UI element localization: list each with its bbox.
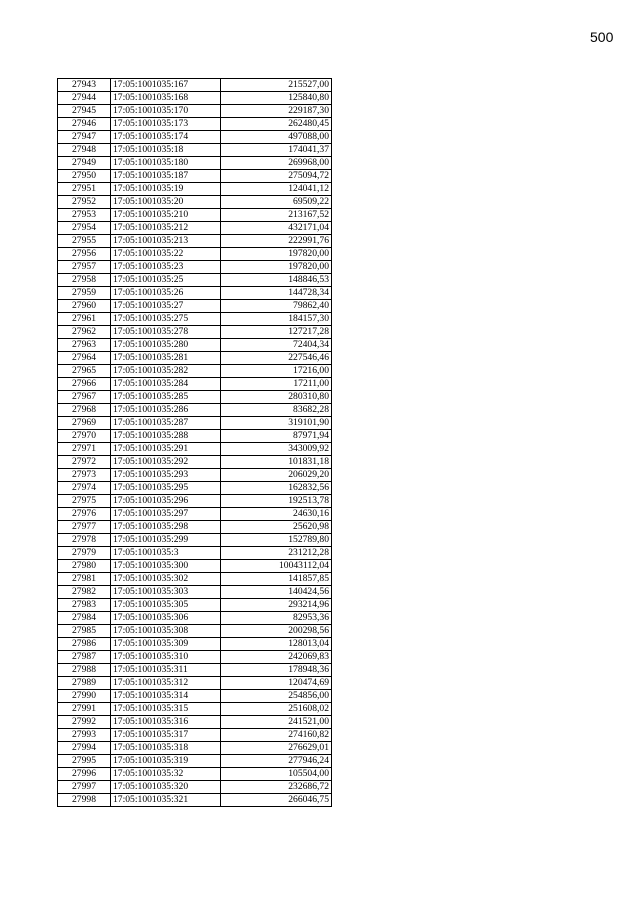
cadastral-number-cell: 17:05:1001035:297 [111, 508, 221, 521]
cadastral-number-cell: 17:05:1001035:311 [111, 664, 221, 677]
cadastral-number-cell: 17:05:1001035:168 [111, 92, 221, 105]
amount-cell: 241521,00 [221, 716, 332, 729]
amount-cell: 162832,56 [221, 482, 332, 495]
row-number-cell: 27964 [58, 352, 111, 365]
table-row [58, 638, 332, 651]
cadastral-number-cell: 17:05:1001035:213 [111, 235, 221, 248]
amount-cell: 184157,30 [221, 313, 332, 326]
amount-cell: 251608,02 [221, 703, 332, 716]
row-number-cell: 27976 [58, 508, 111, 521]
table-row [58, 443, 332, 456]
amount-cell: 275094,72 [221, 170, 332, 183]
cadastral-number-cell: 17:05:1001035:174 [111, 131, 221, 144]
table-row [58, 183, 332, 196]
row-number-cell: 27963 [58, 339, 111, 352]
cadastral-number-cell: 17:05:1001035:23 [111, 261, 221, 274]
table-row [58, 222, 332, 235]
amount-cell: 83682,28 [221, 404, 332, 417]
row-number-cell: 27997 [58, 781, 111, 794]
cadastral-number-cell: 17:05:1001035:19 [111, 183, 221, 196]
table-row [58, 313, 332, 326]
cadastral-number-cell: 17:05:1001035:306 [111, 612, 221, 625]
row-number-cell: 27993 [58, 729, 111, 742]
amount-cell: 319101,90 [221, 417, 332, 430]
table-row [58, 300, 332, 313]
row-number-cell: 27983 [58, 599, 111, 612]
amount-cell: 79862,40 [221, 300, 332, 313]
amount-cell: 124041,12 [221, 183, 332, 196]
amount-cell: 206029,20 [221, 469, 332, 482]
row-number-cell: 27996 [58, 768, 111, 781]
table-row [58, 742, 332, 755]
table-row [58, 209, 332, 222]
cadastral-number-cell: 17:05:1001035:210 [111, 209, 221, 222]
table-row [58, 755, 332, 768]
amount-cell: 262480,45 [221, 118, 332, 131]
row-number-cell: 27943 [58, 79, 111, 92]
row-number-cell: 27944 [58, 92, 111, 105]
row-number-cell: 27949 [58, 157, 111, 170]
amount-cell: 293214,96 [221, 599, 332, 612]
table-row [58, 768, 332, 781]
row-number-cell: 27981 [58, 573, 111, 586]
amount-cell: 254856,00 [221, 690, 332, 703]
cadastral-number-cell: 17:05:1001035:300 [111, 560, 221, 573]
table-row [58, 378, 332, 391]
row-number-cell: 27973 [58, 469, 111, 482]
row-number-cell: 27948 [58, 144, 111, 157]
amount-cell: 10043112,04 [221, 560, 332, 573]
table-row [58, 170, 332, 183]
row-number-cell: 27959 [58, 287, 111, 300]
row-number-cell: 27970 [58, 430, 111, 443]
row-number-cell: 27958 [58, 274, 111, 287]
table-row [58, 482, 332, 495]
table-row [58, 469, 332, 482]
cadastral-number-cell: 17:05:1001035:286 [111, 404, 221, 417]
row-number-cell: 27998 [58, 794, 111, 807]
amount-cell: 127217,28 [221, 326, 332, 339]
row-number-cell: 27986 [58, 638, 111, 651]
amount-cell: 432171,04 [221, 222, 332, 235]
amount-cell: 140424,56 [221, 586, 332, 599]
cadastral-number-cell: 17:05:1001035:27 [111, 300, 221, 313]
cadastral-number-cell: 17:05:1001035:302 [111, 573, 221, 586]
table-row [58, 625, 332, 638]
row-number-cell: 27991 [58, 703, 111, 716]
row-number-cell: 27967 [58, 391, 111, 404]
cadastral-number-cell: 17:05:1001035:291 [111, 443, 221, 456]
cadastral-number-cell: 17:05:1001035:305 [111, 599, 221, 612]
amount-cell: 343009,92 [221, 443, 332, 456]
row-number-cell: 27956 [58, 248, 111, 261]
cadastral-number-cell: 17:05:1001035:314 [111, 690, 221, 703]
row-number-cell: 27968 [58, 404, 111, 417]
row-number-cell: 27950 [58, 170, 111, 183]
row-number-cell: 27990 [58, 690, 111, 703]
amount-cell: 120474,69 [221, 677, 332, 690]
row-number-cell: 27953 [58, 209, 111, 222]
row-number-cell: 27977 [58, 521, 111, 534]
table-row [58, 365, 332, 378]
row-number-cell: 27954 [58, 222, 111, 235]
table-row [58, 508, 332, 521]
amount-cell: 229187,30 [221, 105, 332, 118]
cadastral-number-cell: 17:05:1001035:212 [111, 222, 221, 235]
amount-cell: 231212,28 [221, 547, 332, 560]
row-number-cell: 27945 [58, 105, 111, 118]
row-number-cell: 27969 [58, 417, 111, 430]
table-row [58, 456, 332, 469]
row-number-cell: 27971 [58, 443, 111, 456]
table-row [58, 196, 332, 209]
table-row [58, 157, 332, 170]
cadastral-number-cell: 17:05:1001035:3 [111, 547, 221, 560]
row-number-cell: 27946 [58, 118, 111, 131]
cadastral-number-cell: 17:05:1001035:319 [111, 755, 221, 768]
cadastral-number-cell: 17:05:1001035:287 [111, 417, 221, 430]
amount-cell: 69509,22 [221, 196, 332, 209]
table-row [58, 547, 332, 560]
cadastral-number-cell: 17:05:1001035:167 [111, 79, 221, 92]
amount-cell: 213167,52 [221, 209, 332, 222]
table-row [58, 417, 332, 430]
table-row [58, 391, 332, 404]
amount-cell: 269968,00 [221, 157, 332, 170]
amount-cell: 152789,80 [221, 534, 332, 547]
row-number-cell: 27947 [58, 131, 111, 144]
cadastral-number-cell: 17:05:1001035:308 [111, 625, 221, 638]
table-row [58, 144, 332, 157]
cadastral-number-cell: 17:05:1001035:284 [111, 378, 221, 391]
table-row [58, 248, 332, 261]
table-row [58, 404, 332, 417]
row-number-cell: 27982 [58, 586, 111, 599]
amount-cell: 227546,46 [221, 352, 332, 365]
table-row [58, 794, 332, 807]
table-row [58, 274, 332, 287]
page-number: 500 [590, 29, 614, 45]
amount-cell: 125840,80 [221, 92, 332, 105]
cadastral-number-cell: 17:05:1001035:25 [111, 274, 221, 287]
cadastral-number-cell: 17:05:1001035:278 [111, 326, 221, 339]
amount-cell: 197820,00 [221, 261, 332, 274]
table-row [58, 326, 332, 339]
table-row [58, 118, 332, 131]
amount-cell: 215527,00 [221, 79, 332, 92]
amount-cell: 141857,85 [221, 573, 332, 586]
cadastral-number-cell: 17:05:1001035:317 [111, 729, 221, 742]
table-row [58, 495, 332, 508]
cadastral-number-cell: 17:05:1001035:303 [111, 586, 221, 599]
cadastral-number-cell: 17:05:1001035:22 [111, 248, 221, 261]
amount-cell: 101831,18 [221, 456, 332, 469]
table-row [58, 573, 332, 586]
amount-cell: 274160,82 [221, 729, 332, 742]
row-number-cell: 27984 [58, 612, 111, 625]
cadastral-number-cell: 17:05:1001035:173 [111, 118, 221, 131]
cadastral-number-cell: 17:05:1001035:285 [111, 391, 221, 404]
amount-cell: 82953,36 [221, 612, 332, 625]
table-row [58, 92, 332, 105]
amount-cell: 497088,00 [221, 131, 332, 144]
amount-cell: 174041,37 [221, 144, 332, 157]
cadastral-number-cell: 17:05:1001035:282 [111, 365, 221, 378]
cadastral-number-cell: 17:05:1001035:20 [111, 196, 221, 209]
cadastral-number-cell: 17:05:1001035:180 [111, 157, 221, 170]
table-row [58, 716, 332, 729]
row-number-cell: 27966 [58, 378, 111, 391]
amount-cell: 105504,00 [221, 768, 332, 781]
cadastral-number-cell: 17:05:1001035:281 [111, 352, 221, 365]
row-number-cell: 27985 [58, 625, 111, 638]
table-row [58, 105, 332, 118]
cadastral-number-cell: 17:05:1001035:321 [111, 794, 221, 807]
cadastral-number-cell: 17:05:1001035:26 [111, 287, 221, 300]
table-row [58, 534, 332, 547]
cadastral-number-cell: 17:05:1001035:293 [111, 469, 221, 482]
row-number-cell: 27957 [58, 261, 111, 274]
row-number-cell: 27974 [58, 482, 111, 495]
registry-table-body [58, 79, 332, 807]
amount-cell: 17216,00 [221, 365, 332, 378]
amount-cell: 276629,01 [221, 742, 332, 755]
cadastral-number-cell: 17:05:1001035:296 [111, 495, 221, 508]
table-row [58, 599, 332, 612]
cadastral-number-cell: 17:05:1001035:275 [111, 313, 221, 326]
row-number-cell: 27989 [58, 677, 111, 690]
table-row [58, 521, 332, 534]
amount-cell: 280310,80 [221, 391, 332, 404]
row-number-cell: 27960 [58, 300, 111, 313]
amount-cell: 232686,72 [221, 781, 332, 794]
cadastral-number-cell: 17:05:1001035:299 [111, 534, 221, 547]
cadastral-number-cell: 17:05:1001035:312 [111, 677, 221, 690]
table-row [58, 651, 332, 664]
cadastral-number-cell: 17:05:1001035:320 [111, 781, 221, 794]
row-number-cell: 27975 [58, 495, 111, 508]
cadastral-number-cell: 17:05:1001035:316 [111, 716, 221, 729]
table-row [58, 729, 332, 742]
amount-cell: 277946,24 [221, 755, 332, 768]
cadastral-number-cell: 17:05:1001035:309 [111, 638, 221, 651]
table-row [58, 235, 332, 248]
row-number-cell: 27952 [58, 196, 111, 209]
cadastral-number-cell: 17:05:1001035:292 [111, 456, 221, 469]
registry-table [57, 78, 332, 807]
amount-cell: 242069,83 [221, 651, 332, 664]
row-number-cell: 27992 [58, 716, 111, 729]
table-row [58, 79, 332, 92]
cadastral-number-cell: 17:05:1001035:318 [111, 742, 221, 755]
row-number-cell: 27988 [58, 664, 111, 677]
amount-cell: 192513,78 [221, 495, 332, 508]
amount-cell: 144728,34 [221, 287, 332, 300]
table-row [58, 703, 332, 716]
amount-cell: 200298,56 [221, 625, 332, 638]
row-number-cell: 27994 [58, 742, 111, 755]
amount-cell: 178948,36 [221, 664, 332, 677]
cadastral-number-cell: 17:05:1001035:32 [111, 768, 221, 781]
cadastral-number-cell: 17:05:1001035:298 [111, 521, 221, 534]
cadastral-number-cell: 17:05:1001035:187 [111, 170, 221, 183]
amount-cell: 266046,75 [221, 794, 332, 807]
amount-cell: 87971,94 [221, 430, 332, 443]
row-number-cell: 27961 [58, 313, 111, 326]
table-row [58, 261, 332, 274]
table-row [58, 287, 332, 300]
row-number-cell: 27987 [58, 651, 111, 664]
row-number-cell: 27955 [58, 235, 111, 248]
row-number-cell: 27972 [58, 456, 111, 469]
table-row [58, 677, 332, 690]
table-row [58, 430, 332, 443]
amount-cell: 128013,04 [221, 638, 332, 651]
table-row [58, 352, 332, 365]
cadastral-number-cell: 17:05:1001035:280 [111, 339, 221, 352]
table-row [58, 131, 332, 144]
table-row [58, 664, 332, 677]
cadastral-number-cell: 17:05:1001035:315 [111, 703, 221, 716]
table-row [58, 781, 332, 794]
table-row [58, 690, 332, 703]
table-row [58, 612, 332, 625]
amount-cell: 148846,53 [221, 274, 332, 287]
row-number-cell: 27995 [58, 755, 111, 768]
cadastral-number-cell: 17:05:1001035:310 [111, 651, 221, 664]
row-number-cell: 27980 [58, 560, 111, 573]
amount-cell: 72404,34 [221, 339, 332, 352]
row-number-cell: 27962 [58, 326, 111, 339]
table-row [58, 560, 332, 573]
row-number-cell: 27978 [58, 534, 111, 547]
row-number-cell: 27951 [58, 183, 111, 196]
table-row [58, 339, 332, 352]
amount-cell: 25620,98 [221, 521, 332, 534]
cadastral-number-cell: 17:05:1001035:288 [111, 430, 221, 443]
amount-cell: 24630,16 [221, 508, 332, 521]
amount-cell: 222991,76 [221, 235, 332, 248]
row-number-cell: 27965 [58, 365, 111, 378]
table-row [58, 586, 332, 599]
amount-cell: 17211,00 [221, 378, 332, 391]
cadastral-number-cell: 17:05:1001035:18 [111, 144, 221, 157]
cadastral-number-cell: 17:05:1001035:295 [111, 482, 221, 495]
cadastral-number-cell: 17:05:1001035:170 [111, 105, 221, 118]
amount-cell: 197820,00 [221, 248, 332, 261]
row-number-cell: 27979 [58, 547, 111, 560]
